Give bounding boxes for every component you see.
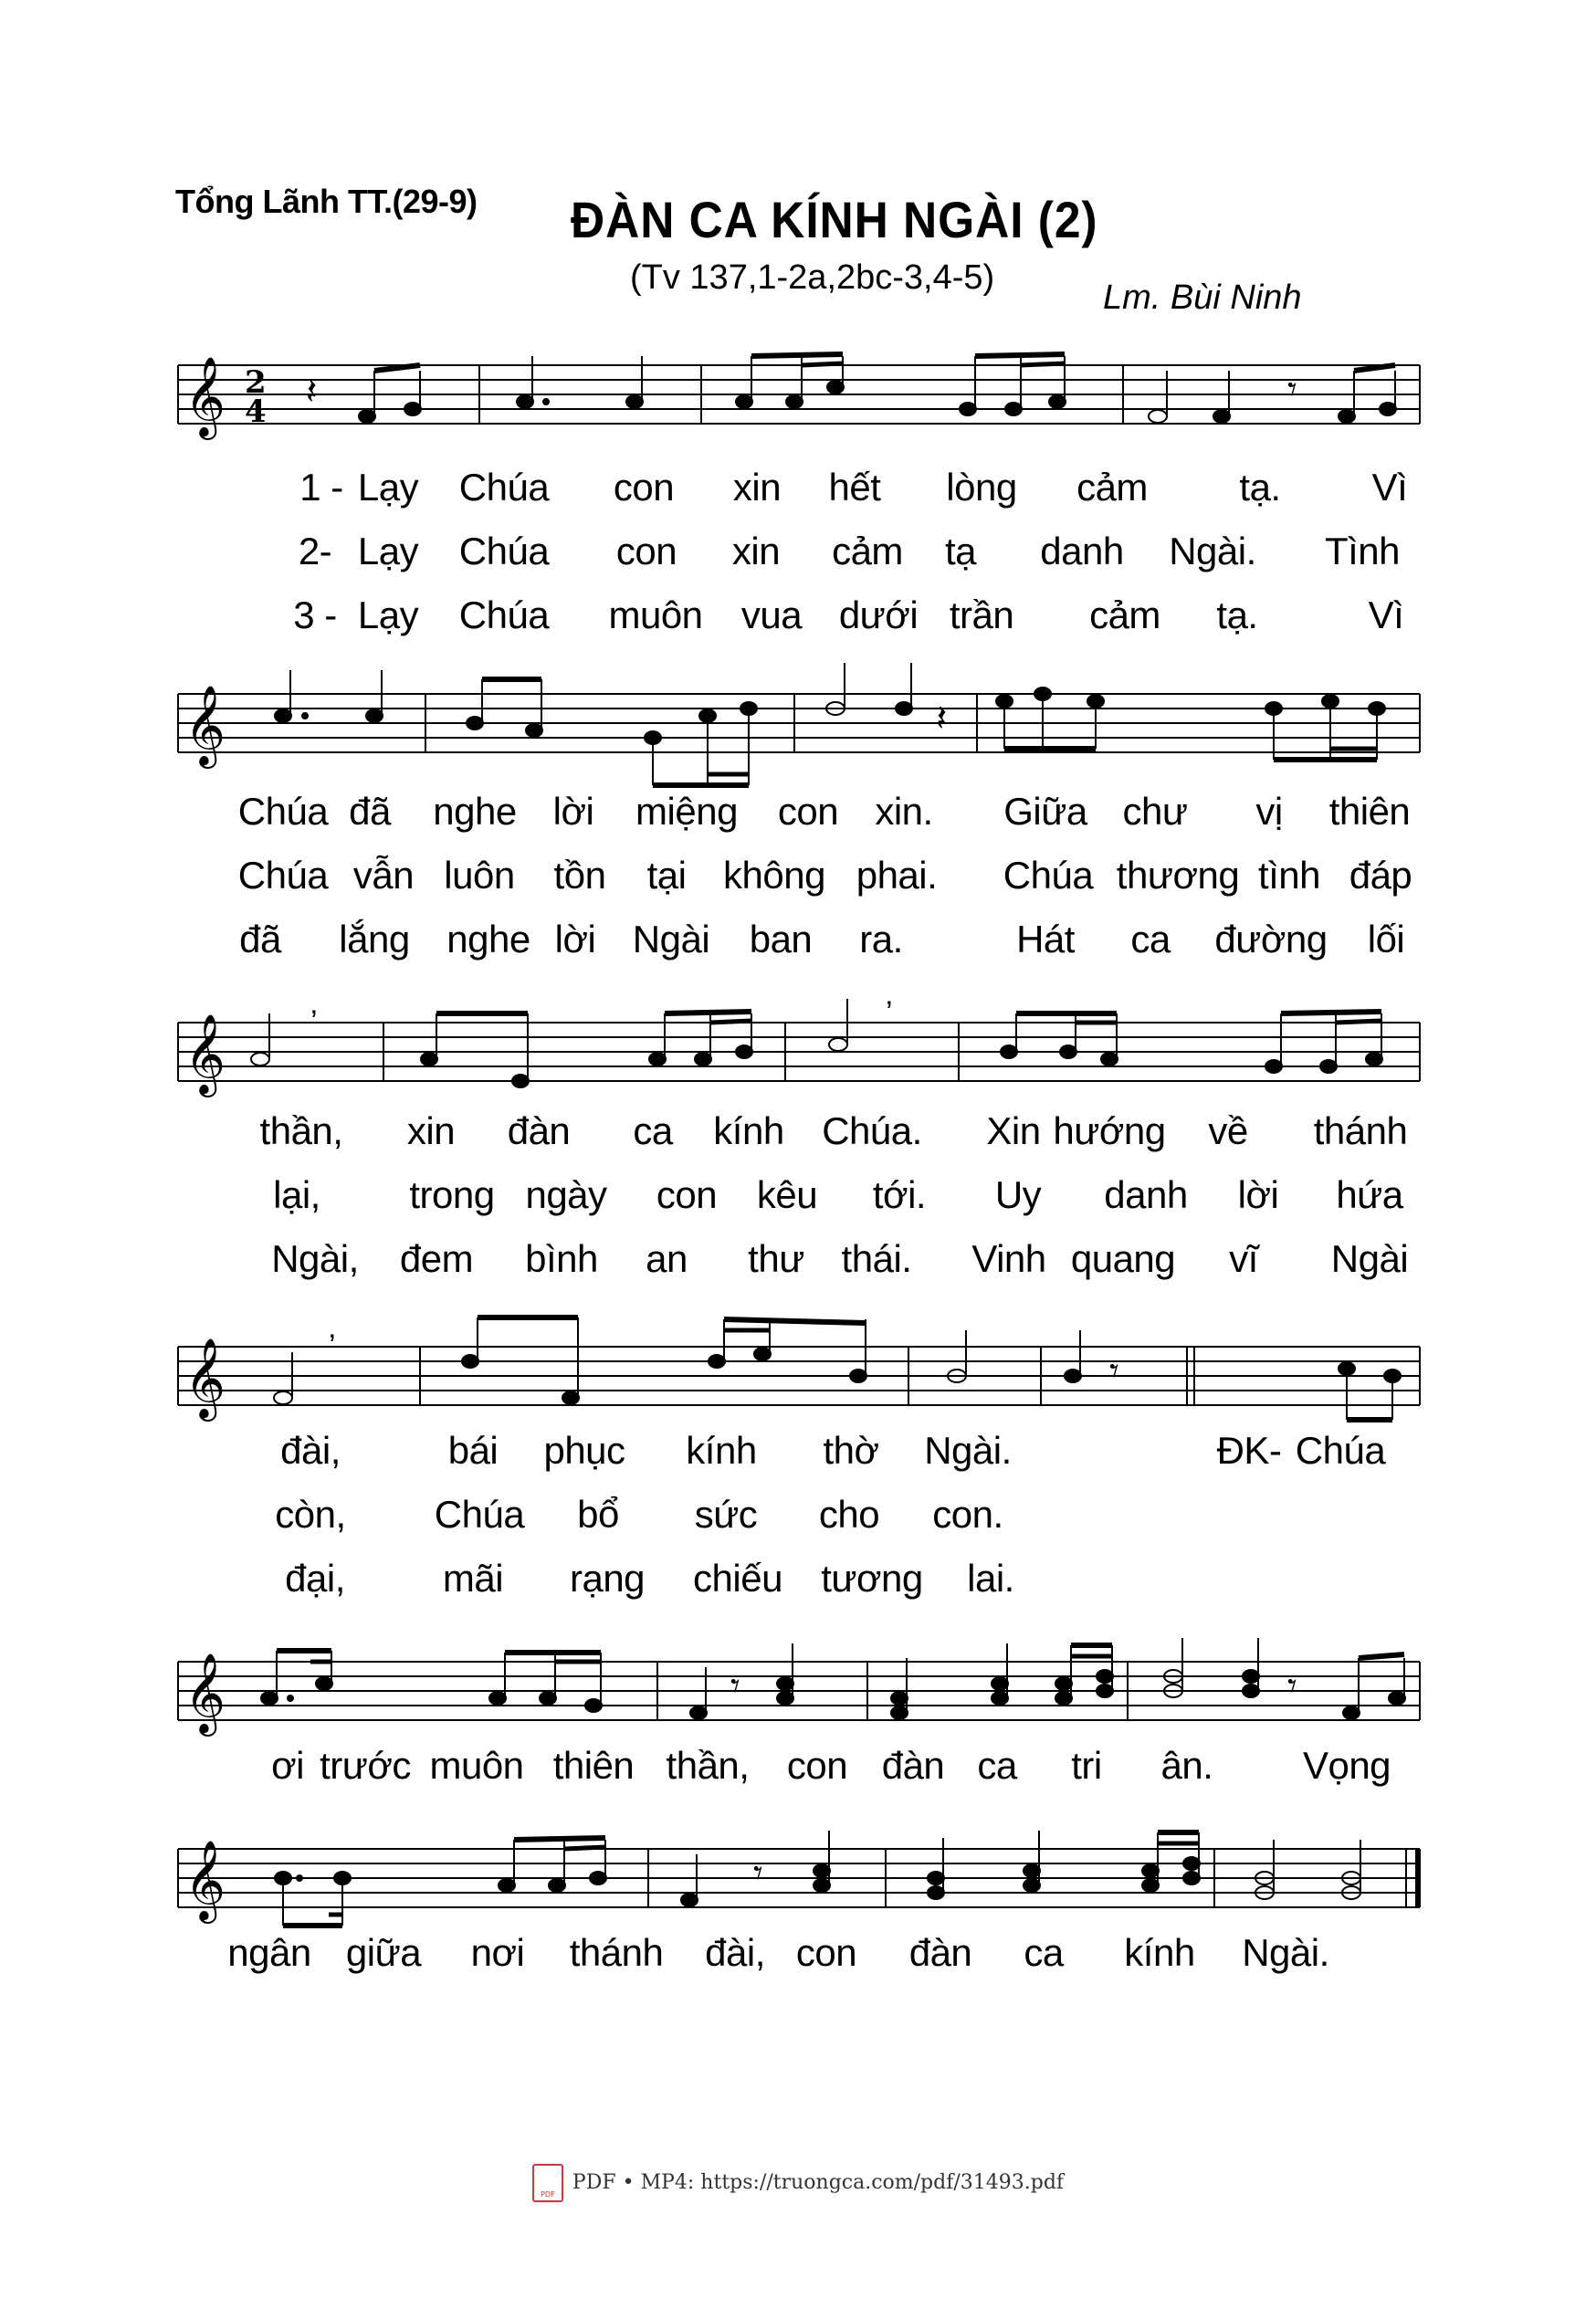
lyric-syllable: Vinh	[971, 1237, 1046, 1280]
lyric-syllable: hết	[828, 466, 881, 509]
svg-text:𝄾: 𝄾	[753, 1853, 763, 1894]
lyric-syllable: danh	[1040, 530, 1124, 572]
lyric-syllable: hứa	[1336, 1173, 1403, 1216]
lyric-syllable: chiếu	[693, 1557, 782, 1600]
lyric-syllable: thiên	[552, 1744, 635, 1787]
lyric-line-2-1	[0, 790, 1596, 845]
lyric-syllable: Tình	[1324, 530, 1401, 572]
lyric-syllable: không	[723, 854, 825, 897]
lyric-syllable: Chúa	[1003, 854, 1094, 897]
lyric-syllable: Chúa	[458, 530, 550, 572]
lyric-syllable: muôn	[429, 1744, 524, 1787]
svg-text:’: ’	[329, 1328, 336, 1363]
lyric-syllable: ngày	[525, 1173, 607, 1216]
lyric-syllable: thiên	[1328, 790, 1411, 833]
time-sig-bottom: 4	[245, 394, 267, 430]
lyric-syllable: Chúa	[458, 466, 550, 509]
lyric-syllable: lòng	[946, 466, 1017, 509]
lyric-syllable: con	[786, 1744, 848, 1787]
lyric-syllable: xin.	[875, 790, 933, 833]
lyric-syllable: còn,	[275, 1493, 346, 1536]
lyric-line-1-3	[0, 593, 1596, 648]
lyric-syllable: tình	[1257, 854, 1321, 897]
staff-system-4	[0, 1310, 1596, 1447]
lyric-syllable: Lạy	[357, 466, 419, 509]
lyric-syllable: lai.	[967, 1557, 1014, 1600]
lyric-syllable: trước	[320, 1744, 411, 1787]
lyric-syllable: ca	[977, 1744, 1017, 1787]
lyric-syllable: đáp	[1349, 854, 1412, 897]
lyric-syllable: lắng	[339, 918, 410, 961]
lyric-syllable: trong	[409, 1173, 495, 1216]
lyric-syllable: Lạy	[357, 593, 419, 636]
lyric-syllable: Vọng	[1302, 1744, 1391, 1787]
lyric-syllable: kêu	[756, 1173, 818, 1216]
lyric-syllable: cảm	[832, 530, 903, 572]
lyric-syllable: thư	[748, 1237, 804, 1280]
lyric-line-6-1	[0, 1931, 1596, 1986]
lyric-syllable: miệng	[635, 790, 738, 833]
lyric-syllable: Chúa	[237, 790, 329, 833]
lyric-line-3-1	[0, 1109, 1596, 1164]
song-title: ĐÀN CA KÍNH NGÀI (2)	[571, 191, 1098, 248]
lyric-syllable: Lạy	[357, 530, 419, 572]
lyric-syllable: ngân	[227, 1931, 311, 1974]
lyric-syllable: lời	[554, 918, 596, 961]
lyric-syllable: kính	[713, 1109, 784, 1152]
lyric-syllable: xin	[406, 1109, 456, 1152]
lyric-syllable: ĐK-	[1216, 1429, 1282, 1472]
treble-clef-icon: 𝄞	[184, 1337, 226, 1418]
lyric-syllable: vĩ	[1229, 1237, 1258, 1280]
lyric-syllable: Vì	[1371, 466, 1408, 509]
lyric-syllable: đàn	[507, 1109, 571, 1152]
svg-text:𝄽: 𝄽	[306, 371, 318, 413]
lyric-syllable: Chúa.	[822, 1109, 922, 1152]
lyric-syllable: nghe	[446, 918, 530, 961]
lyric-syllable: tới.	[872, 1173, 927, 1216]
lyric-syllable: ơi	[271, 1744, 304, 1787]
lyric-syllable: Ngài.	[924, 1429, 1012, 1472]
lyric-syllable: rạng	[569, 1557, 646, 1600]
lyric-syllable: quang	[1070, 1237, 1176, 1280]
lyric-syllable: danh	[1104, 1173, 1188, 1216]
lyric-syllable: về	[1208, 1109, 1248, 1152]
staff-system-1	[0, 329, 1596, 475]
lyric-line-1-2	[0, 530, 1596, 584]
lyric-syllable: đài,	[705, 1931, 765, 1974]
lyric-syllable: Ngài,	[271, 1237, 359, 1280]
lyric-syllable: 2-	[298, 530, 332, 572]
lyric-syllable: thánh	[569, 1931, 664, 1974]
psalm-reference: (Tv 137,1-2a,2bc-3,4-5)	[630, 258, 995, 297]
lyric-syllable: sức	[694, 1493, 758, 1536]
footer-link[interactable]	[0, 2164, 1596, 2202]
svg-text:’: ’	[310, 1004, 318, 1039]
lyric-syllable: muôn	[608, 593, 703, 636]
lyric-line-4-2	[0, 1493, 1596, 1548]
lyric-syllable: phai.	[856, 854, 938, 897]
lyric-syllable: tạ.	[1216, 593, 1258, 636]
lyric-syllable: cho	[818, 1493, 880, 1536]
svg-text:𝄽: 𝄽	[936, 698, 948, 739]
composer-name: Lm. Bùi Ninh	[1103, 278, 1302, 317]
staff-system-2	[0, 657, 1596, 794]
lyric-line-2-2	[0, 854, 1596, 908]
staff-system-6	[0, 1812, 1596, 1940]
lyric-syllable: ban	[749, 918, 813, 961]
lyric-syllable: đã	[349, 790, 391, 833]
lyric-syllable: tạ	[944, 530, 977, 572]
lyric-syllable: con	[795, 1931, 857, 1974]
lyric-syllable: đã	[239, 918, 281, 961]
lyric-syllable: thái.	[841, 1237, 912, 1280]
lyric-syllable: Uy	[994, 1173, 1042, 1216]
footer-text: PDF • MP4: https://truongca.com/pdf/31493.pdf	[572, 2171, 1065, 2194]
lyric-syllable: Giữa	[1003, 790, 1087, 833]
staff-system-5	[0, 1625, 1596, 1753]
treble-clef-icon: 𝄞	[184, 684, 226, 765]
lyric-syllable: đàn	[881, 1744, 945, 1787]
lyric-syllable: chư	[1122, 790, 1188, 833]
lyric-syllable: thương	[1116, 854, 1240, 897]
lyric-syllable: đài,	[280, 1429, 341, 1472]
lyric-line-5-1	[0, 1744, 1596, 1799]
lyric-syllable: đàn	[908, 1931, 972, 1974]
lyric-syllable: đem	[399, 1237, 474, 1280]
svg-text:𝄾: 𝄾	[730, 1666, 740, 1706]
lyric-syllable: ca	[633, 1109, 673, 1152]
lyric-syllable: Ngài.	[1242, 1931, 1329, 1974]
staff-system-3	[0, 986, 1596, 1123]
treble-clef-icon: 𝄞	[184, 1013, 226, 1094]
lyric-line-2-3	[0, 918, 1596, 972]
lyric-syllable: dưới	[838, 593, 919, 636]
lyric-syllable: trần	[949, 593, 1014, 636]
lyric-line-4-3	[0, 1557, 1596, 1611]
lyric-syllable: Ngài	[1330, 1237, 1409, 1280]
lyric-syllable: Chúa	[458, 593, 550, 636]
svg-text:’: ’	[886, 995, 893, 1030]
svg-text:𝄾: 𝄾	[1287, 1666, 1297, 1706]
lyric-syllable: hướng	[1053, 1109, 1166, 1152]
lyric-syllable: nơi	[470, 1931, 525, 1974]
svg-text:𝄾: 𝄾	[1109, 1351, 1119, 1391]
lyric-syllable: bái	[447, 1429, 499, 1472]
lyric-syllable: lối	[1367, 918, 1405, 961]
lyric-syllable: an	[646, 1237, 688, 1280]
lyric-syllable: tại	[646, 854, 687, 897]
lyric-syllable: bình	[525, 1237, 598, 1280]
lyric-syllable: tương	[821, 1557, 923, 1600]
lyric-syllable: tạ.	[1239, 466, 1281, 509]
lyric-syllable: Vì	[1368, 593, 1404, 636]
lyric-syllable: thờ	[823, 1429, 879, 1472]
lyric-syllable: giữa	[345, 1931, 422, 1974]
lyric-syllable: lời	[552, 790, 594, 833]
svg-text:𝄾: 𝄾	[1287, 370, 1297, 410]
treble-clef-icon: 𝄞	[184, 355, 226, 436]
lyric-syllable: xin	[732, 466, 782, 509]
lyric-syllable: mãi	[442, 1557, 504, 1600]
lyric-syllable: luôn	[444, 854, 515, 897]
lyric-syllable: thánh	[1313, 1109, 1408, 1152]
lyric-syllable: cảm	[1089, 593, 1160, 636]
lyric-syllable: nghe	[433, 790, 517, 833]
lyric-syllable: kính	[1124, 1931, 1195, 1974]
lyric-syllable: tri	[1071, 1744, 1102, 1787]
occasion-label: Tổng Lãnh TT.(29-9)	[175, 183, 478, 220]
lyric-syllable: thần,	[666, 1744, 750, 1787]
lyric-syllable: lại,	[273, 1173, 320, 1216]
lyric-syllable: ca	[1024, 1931, 1064, 1974]
lyric-syllable: xin	[731, 530, 781, 572]
lyric-syllable: tồn	[553, 854, 606, 897]
lyric-syllable: đường	[1214, 918, 1328, 961]
lyric-syllable: 1 -	[299, 466, 343, 509]
lyric-line-3-3	[0, 1237, 1596, 1292]
time-sig-top: 2	[245, 364, 267, 401]
lyric-syllable: Chúa	[237, 854, 329, 897]
lyric-syllable: Chúa	[1295, 1429, 1386, 1472]
lyric-syllable: kính	[686, 1429, 757, 1472]
lyric-syllable: vẫn	[352, 854, 415, 897]
lyric-syllable: Chúa	[434, 1493, 525, 1536]
lyric-syllable: con.	[932, 1493, 1003, 1536]
lyric-syllable: Xin	[986, 1109, 1041, 1152]
lyric-syllable: lời	[1237, 1173, 1279, 1216]
lyric-syllable: thần,	[259, 1109, 343, 1152]
lyric-syllable: cảm	[1076, 466, 1148, 509]
lyric-syllable: Hát	[1016, 918, 1075, 961]
lyric-syllable: đại,	[285, 1557, 345, 1600]
lyric-syllable: ra.	[859, 918, 903, 961]
lyric-syllable: Ngài	[632, 918, 710, 961]
lyric-line-3-2	[0, 1173, 1596, 1228]
treble-clef-icon: 𝄞	[184, 1839, 226, 1920]
lyric-syllable: ân.	[1160, 1744, 1213, 1787]
lyric-syllable: vua	[740, 593, 803, 636]
lyric-syllable: phục	[543, 1429, 625, 1472]
lyric-syllable: con	[777, 790, 839, 833]
lyric-syllable: vị	[1255, 790, 1283, 833]
lyric-line-1-1	[0, 466, 1596, 520]
lyric-line-4-1	[0, 1429, 1596, 1484]
treble-clef-icon: 𝄞	[184, 1652, 226, 1733]
pdf-icon	[532, 2164, 563, 2202]
lyric-syllable: con	[613, 466, 675, 509]
lyric-syllable: con	[615, 530, 677, 572]
lyric-syllable: bổ	[577, 1493, 619, 1536]
lyric-syllable: ca	[1130, 918, 1171, 961]
lyric-syllable: con	[656, 1173, 718, 1216]
lyric-syllable: 3 -	[293, 593, 337, 636]
lyric-syllable: Ngài.	[1169, 530, 1256, 572]
